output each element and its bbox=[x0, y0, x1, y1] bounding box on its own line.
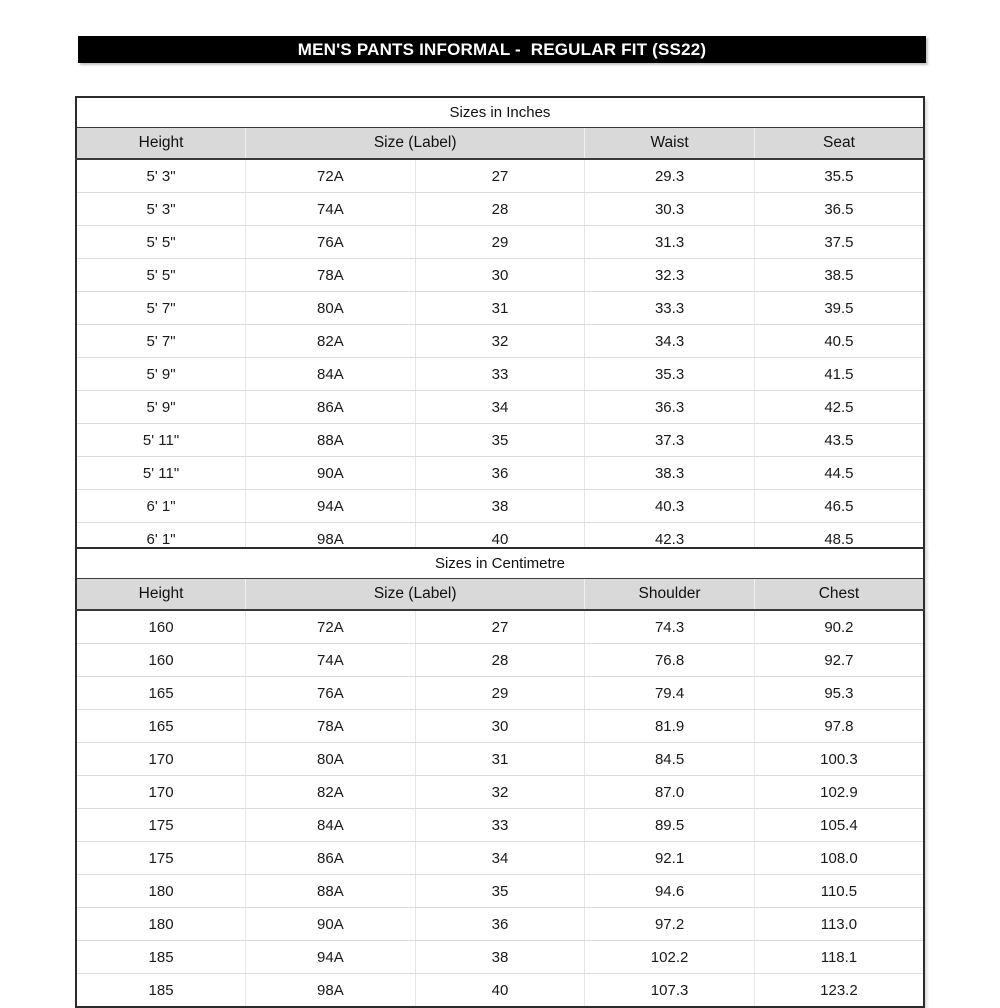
table-cell: 5' 5" bbox=[76, 259, 246, 292]
table-cell: 38 bbox=[415, 490, 585, 523]
table-row bbox=[76, 325, 924, 358]
table-cell: 36.5 bbox=[754, 193, 924, 226]
table-cell: 74A bbox=[246, 193, 416, 226]
table-cell: 35 bbox=[415, 875, 585, 908]
col-header-shoulder: Shoulder bbox=[585, 579, 755, 611]
table-cell: 170 bbox=[76, 776, 246, 809]
table-cell: 30 bbox=[415, 259, 585, 292]
table-cell: 30.3 bbox=[585, 193, 755, 226]
table-cell: 32 bbox=[415, 776, 585, 809]
table-cell: 165 bbox=[76, 677, 246, 710]
table-cell: 32 bbox=[415, 325, 585, 358]
table-cell: 27 bbox=[415, 610, 585, 644]
table-cell: 97.8 bbox=[754, 710, 924, 743]
table-cell: 98A bbox=[246, 974, 416, 1008]
table-row bbox=[76, 391, 924, 424]
centimetre-table-body bbox=[76, 610, 924, 1007]
table-cell: 81.9 bbox=[585, 710, 755, 743]
table-cell: 40.3 bbox=[585, 490, 755, 523]
table-row bbox=[76, 743, 924, 776]
col-header-height: Height bbox=[76, 128, 246, 160]
table-cell: 41.5 bbox=[754, 358, 924, 391]
table-cell: 98A bbox=[246, 523, 416, 557]
table-cell: 38.3 bbox=[585, 457, 755, 490]
table-cell: 74A bbox=[246, 644, 416, 677]
table-row bbox=[76, 490, 924, 523]
table-cell: 31.3 bbox=[585, 226, 755, 259]
table-cell: 44.5 bbox=[754, 457, 924, 490]
table-cell: 5' 7" bbox=[76, 292, 246, 325]
table-cell: 5' 11" bbox=[76, 424, 246, 457]
table-cell: 90A bbox=[246, 908, 416, 941]
table-cell: 94A bbox=[246, 490, 416, 523]
table-cell: 175 bbox=[76, 809, 246, 842]
table-cell: 30 bbox=[415, 710, 585, 743]
table-cell: 79.4 bbox=[585, 677, 755, 710]
table-cell: 107.3 bbox=[585, 974, 755, 1008]
table-cell: 92.7 bbox=[754, 644, 924, 677]
table-cell: 95.3 bbox=[754, 677, 924, 710]
table-cell: 102.2 bbox=[585, 941, 755, 974]
table-row bbox=[76, 457, 924, 490]
table-title-centimetre: Sizes in Centimetre bbox=[76, 548, 924, 579]
table-cell: 33 bbox=[415, 358, 585, 391]
table-cell: 31 bbox=[415, 292, 585, 325]
table-cell: 110.5 bbox=[754, 875, 924, 908]
table-row bbox=[76, 424, 924, 457]
col-header-height: Height bbox=[76, 579, 246, 611]
table-cell: 43.5 bbox=[754, 424, 924, 457]
table-title-row bbox=[76, 548, 924, 579]
table-cell: 40 bbox=[415, 523, 585, 557]
table-cell: 86A bbox=[246, 391, 416, 424]
table-cell: 94.6 bbox=[585, 875, 755, 908]
table-title-row bbox=[76, 97, 924, 128]
table-cell: 42.5 bbox=[754, 391, 924, 424]
table-cell: 76A bbox=[246, 677, 416, 710]
table-cell: 88A bbox=[246, 424, 416, 457]
table-cell: 34 bbox=[415, 842, 585, 875]
page-title: MEN'S PANTS INFORMAL - REGULAR FIT (SS22) bbox=[297, 39, 707, 59]
table-row bbox=[76, 710, 924, 743]
table-cell: 36.3 bbox=[585, 391, 755, 424]
table-cell: 5' 5" bbox=[76, 226, 246, 259]
table-cell: 6' 1" bbox=[76, 490, 246, 523]
table-cell: 38 bbox=[415, 941, 585, 974]
table-cell: 36 bbox=[415, 908, 585, 941]
table-cell: 84A bbox=[246, 358, 416, 391]
table-cell: 35.3 bbox=[585, 358, 755, 391]
table-row bbox=[76, 226, 924, 259]
col-header-size-label: Size (Label) bbox=[246, 128, 585, 160]
table-cell: 39.5 bbox=[754, 292, 924, 325]
table-cell: 48.5 bbox=[754, 523, 924, 557]
table-cell: 185 bbox=[76, 941, 246, 974]
table-cell: 105.4 bbox=[754, 809, 924, 842]
col-header-size-label: Size (Label) bbox=[246, 579, 585, 611]
col-header-seat: Seat bbox=[754, 128, 924, 160]
table-row bbox=[76, 159, 924, 193]
table-cell: 33 bbox=[415, 809, 585, 842]
table-cell: 29 bbox=[415, 677, 585, 710]
table-cell: 6' 1" bbox=[146, 530, 176, 548]
table-cell: 5' 11" bbox=[76, 457, 246, 490]
table-cell: 165 bbox=[76, 710, 246, 743]
table-cell: 118.1 bbox=[754, 941, 924, 974]
table-cell: 40 bbox=[415, 974, 585, 1008]
table-title-inches: Sizes in Inches bbox=[76, 97, 924, 128]
table-cell: 28 bbox=[415, 644, 585, 677]
table-cell: 82A bbox=[246, 325, 416, 358]
table-row bbox=[76, 610, 924, 644]
table-row bbox=[76, 193, 924, 226]
table-cell: 37.3 bbox=[585, 424, 755, 457]
table-row bbox=[76, 776, 924, 809]
table-cell: 42.3 bbox=[585, 523, 755, 557]
table-cell: 27 bbox=[415, 159, 585, 193]
table-cell: 5' 9" bbox=[76, 358, 246, 391]
table-cell: 123.2 bbox=[754, 974, 924, 1008]
col-header-waist: Waist bbox=[585, 128, 755, 160]
table-cell: 100.3 bbox=[754, 743, 924, 776]
table-cell: 113.0 bbox=[754, 908, 924, 941]
sizes-in-centimetre-table bbox=[75, 547, 925, 1008]
table-cell: 80A bbox=[246, 743, 416, 776]
table-cell: 97.2 bbox=[585, 908, 755, 941]
table-cell: 160 bbox=[76, 644, 246, 677]
table-cell: 175 bbox=[76, 842, 246, 875]
table-header-row bbox=[76, 128, 924, 160]
table-header-row bbox=[76, 579, 924, 611]
table-cell: 78A bbox=[246, 259, 416, 292]
table-cell: 72A bbox=[246, 610, 416, 644]
table-cell: 72A bbox=[246, 159, 416, 193]
table-row bbox=[76, 358, 924, 391]
table-cell: 5' 3" bbox=[76, 159, 246, 193]
table-row bbox=[76, 292, 924, 325]
inches-table-body bbox=[76, 159, 924, 556]
table-row bbox=[76, 842, 924, 875]
table-cell: 33.3 bbox=[585, 292, 755, 325]
table-cell: 74.3 bbox=[585, 610, 755, 644]
table-cell: 35.5 bbox=[754, 159, 924, 193]
table-cell: 29.3 bbox=[585, 159, 755, 193]
table-cell: 82A bbox=[246, 776, 416, 809]
table-cell: 28 bbox=[415, 193, 585, 226]
table-cell: 89.5 bbox=[585, 809, 755, 842]
table-cell: 86A bbox=[246, 842, 416, 875]
table-cell: 38.5 bbox=[754, 259, 924, 292]
table-cell: 180 bbox=[76, 875, 246, 908]
title-banner bbox=[78, 36, 926, 63]
table-cell: 5' 9" bbox=[76, 391, 246, 424]
table-cell: 5' 7" bbox=[76, 325, 246, 358]
table-cell: 76.8 bbox=[585, 644, 755, 677]
table-cell: 31 bbox=[415, 743, 585, 776]
table-cell: 35 bbox=[415, 424, 585, 457]
table-cell: 76A bbox=[246, 226, 416, 259]
table-cell: 78A bbox=[246, 710, 416, 743]
table-row bbox=[76, 908, 924, 941]
table-cell: 34.3 bbox=[585, 325, 755, 358]
table-cell: 46.5 bbox=[754, 490, 924, 523]
table-row bbox=[76, 677, 924, 710]
table-row bbox=[76, 644, 924, 677]
table-cell: 170 bbox=[76, 743, 246, 776]
table-row bbox=[76, 941, 924, 974]
table-cell: 87.0 bbox=[585, 776, 755, 809]
col-header-chest: Chest bbox=[754, 579, 924, 611]
table-cell: 34 bbox=[415, 391, 585, 424]
table-cell: 92.1 bbox=[585, 842, 755, 875]
table-cell: 5' 3" bbox=[76, 193, 246, 226]
table-row bbox=[76, 974, 924, 1008]
table-cell: 88A bbox=[246, 875, 416, 908]
table-cell: 102.9 bbox=[754, 776, 924, 809]
table-row bbox=[76, 875, 924, 908]
table-cell: 32.3 bbox=[585, 259, 755, 292]
table-cell: 29 bbox=[415, 226, 585, 259]
table-cell: 37.5 bbox=[754, 226, 924, 259]
table-row bbox=[76, 259, 924, 292]
sizes-in-inches-table bbox=[75, 96, 925, 557]
table-cell: 40.5 bbox=[754, 325, 924, 358]
table-row bbox=[76, 809, 924, 842]
table-cell: 108.0 bbox=[754, 842, 924, 875]
table-cell: 84.5 bbox=[585, 743, 755, 776]
table-cell: 90A bbox=[246, 457, 416, 490]
table-cell: 185 bbox=[148, 981, 174, 999]
table-cell: 84A bbox=[246, 809, 416, 842]
table-cell: 36 bbox=[415, 457, 585, 490]
table-cell: 180 bbox=[76, 908, 246, 941]
table-cell: 80A bbox=[246, 292, 416, 325]
table-cell: 94A bbox=[246, 941, 416, 974]
table-cell: 160 bbox=[76, 610, 246, 644]
table-cell: 90.2 bbox=[754, 610, 924, 644]
